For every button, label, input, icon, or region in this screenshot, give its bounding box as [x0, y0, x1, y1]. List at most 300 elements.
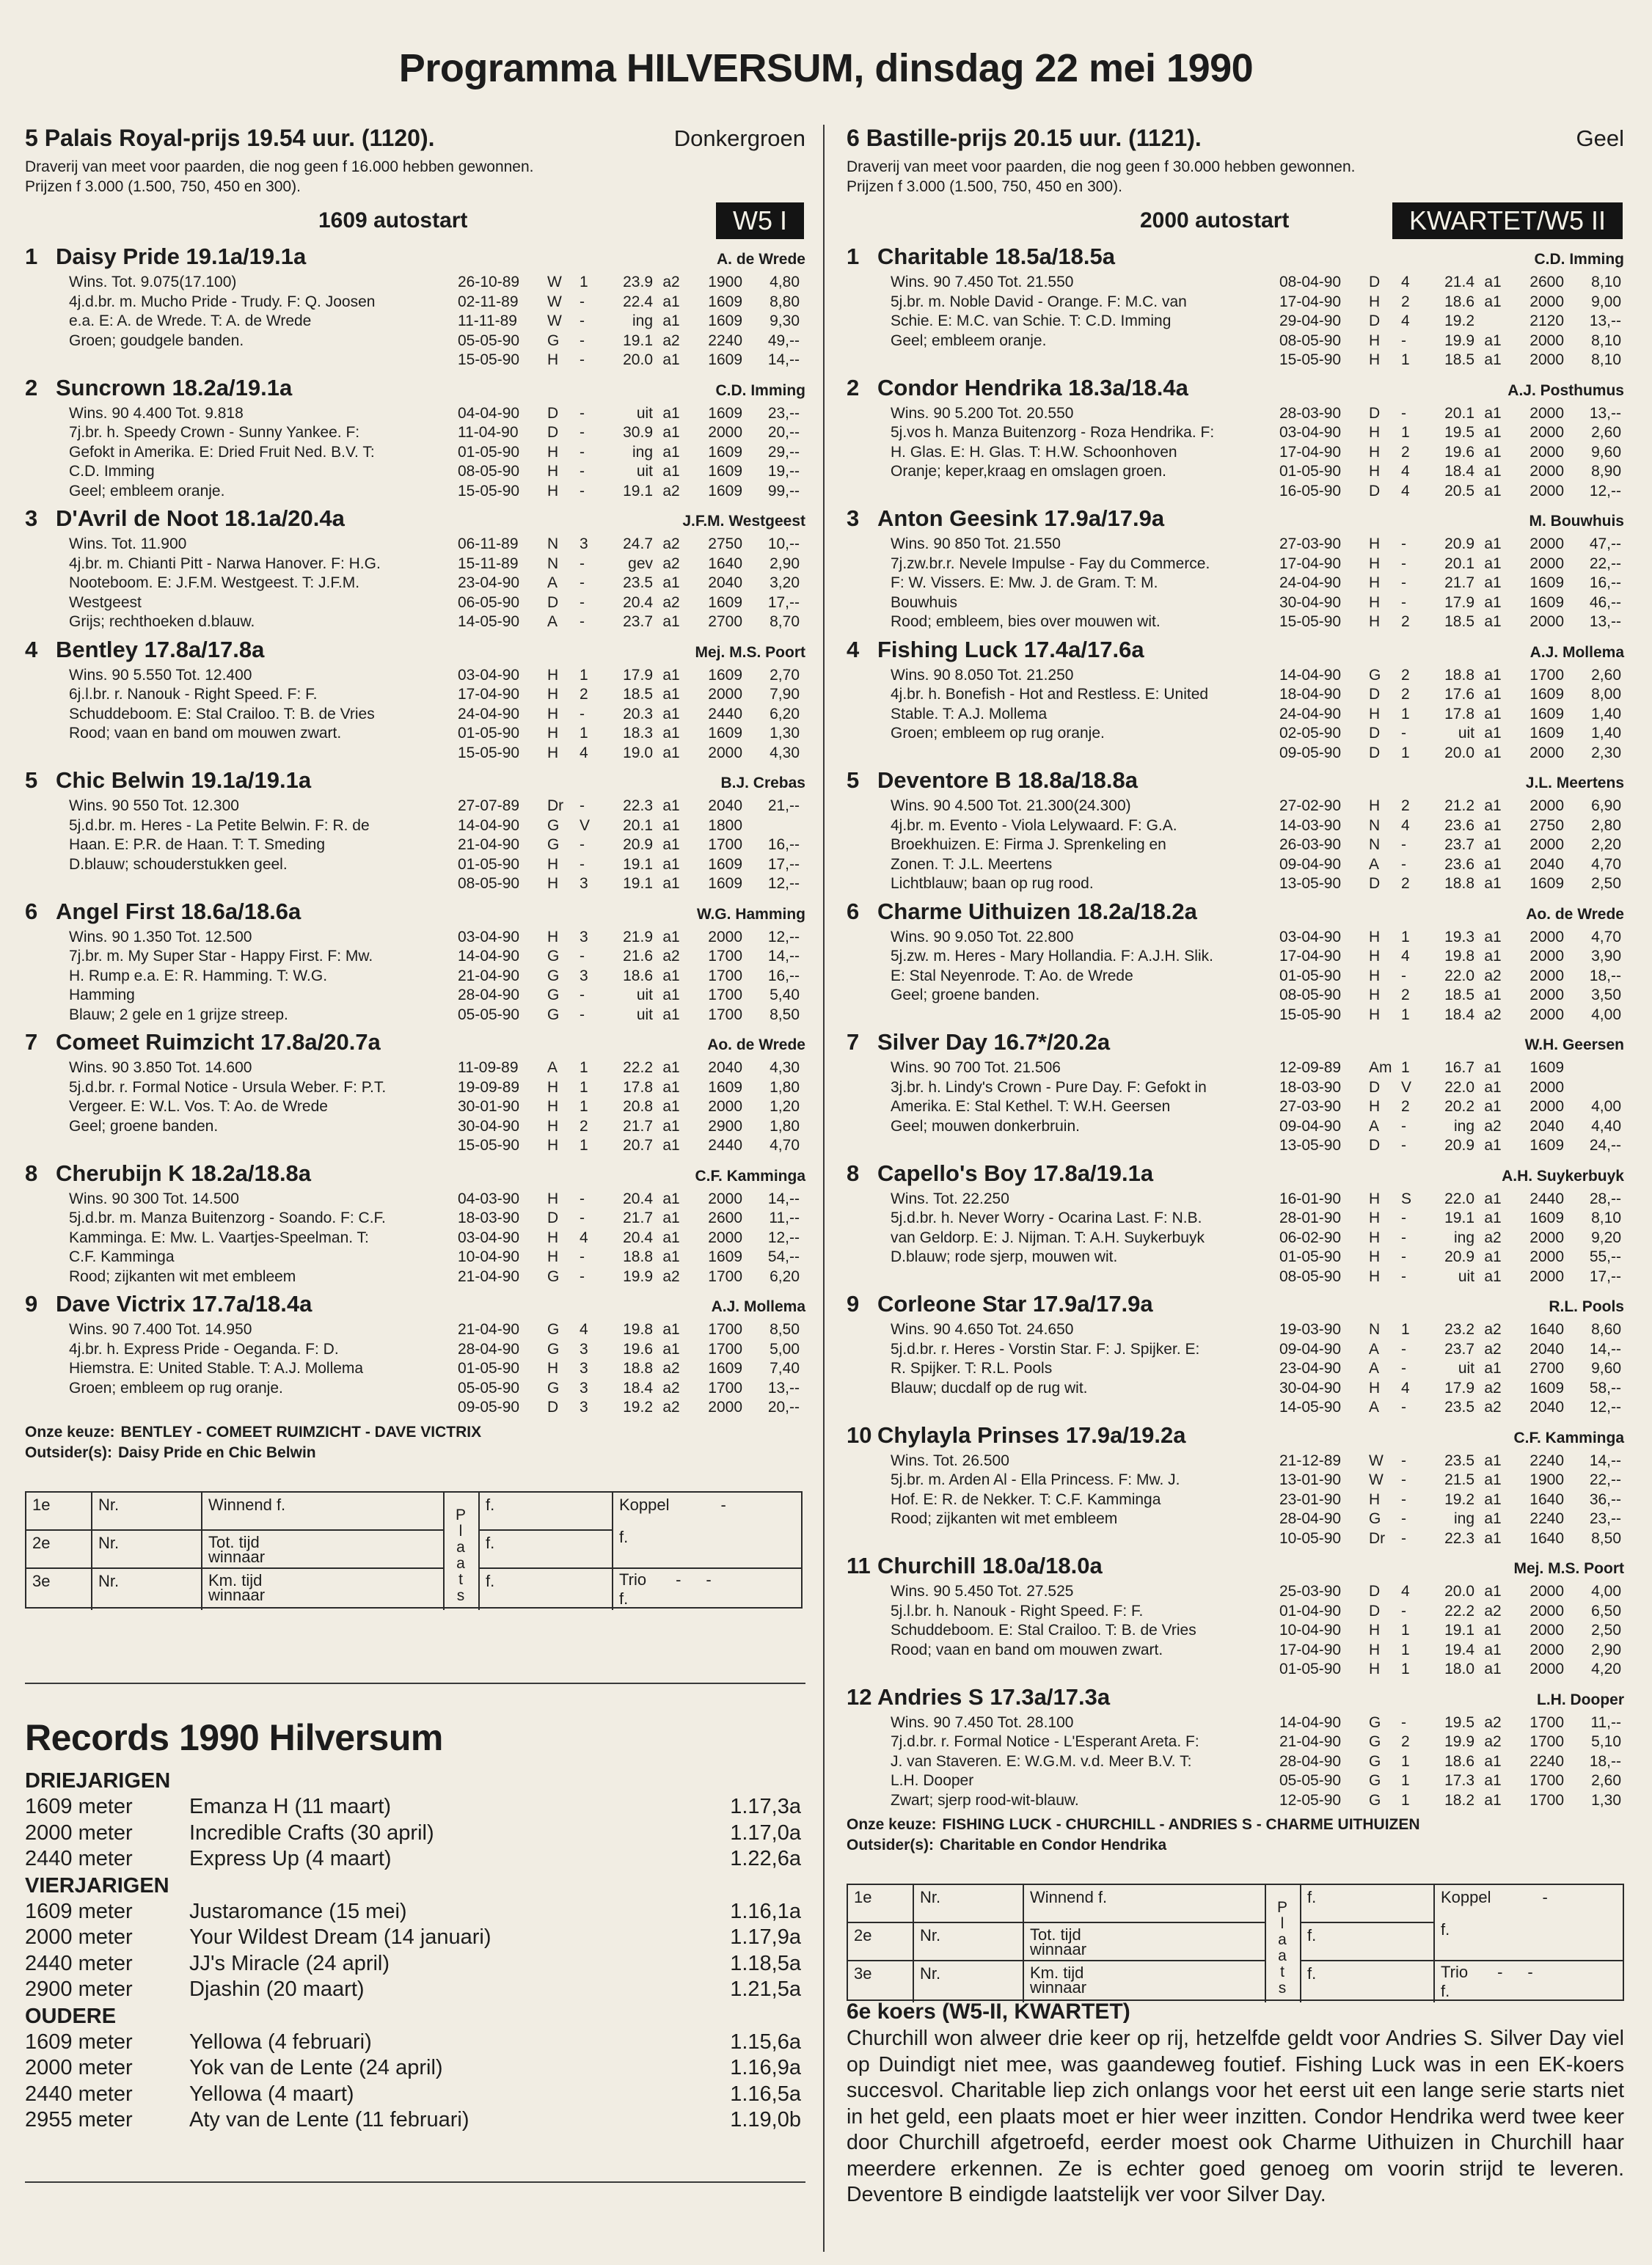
result-date: 06-05-90 — [458, 593, 520, 611]
result-track: H — [547, 482, 559, 500]
result-time: uit — [1458, 1267, 1474, 1285]
horse-info-line: 5j.d.br. m. Heres - La Petite Belwin. F: R. de — [69, 816, 370, 834]
result-place: - — [1401, 1360, 1406, 1377]
result-place: - — [1401, 1452, 1406, 1469]
record-row — [25, 1899, 805, 1925]
horse-info-line: Wins. Tot. 22.250 — [891, 1190, 1009, 1207]
result-odds: 12,-- — [767, 875, 800, 892]
result-distance: 2000 — [1529, 535, 1564, 552]
result-start: a1 — [662, 613, 680, 630]
result-odds: 16,-- — [767, 967, 800, 984]
result-time: 20.7 — [623, 1137, 653, 1154]
result-time: 21.7 — [623, 1210, 653, 1226]
start-type: 2000 autostart — [1140, 208, 1290, 233]
race-color: Donkergroen — [673, 125, 805, 151]
result-distance: 2240 — [708, 332, 742, 349]
result-time: 19.9 — [623, 1267, 653, 1285]
race-header — [25, 125, 805, 157]
result-time: 20.9 — [1444, 535, 1474, 552]
result-date: 09-04-90 — [1279, 1340, 1342, 1358]
horse-body — [847, 404, 1624, 502]
result-odds: 13,-- — [767, 1379, 800, 1397]
result-distance: 1609 — [708, 404, 742, 422]
result-start: a2 — [662, 332, 680, 349]
horse-info — [847, 928, 1279, 1025]
result-track: W — [547, 293, 562, 310]
result-time: 21.2 — [1444, 797, 1474, 814]
result-time: 24.7 — [623, 535, 653, 552]
result-odds: 12,-- — [767, 1229, 800, 1246]
horse-info-line: R. Spijker. T: R.L. Pools — [891, 1360, 1053, 1377]
result-start: a1 — [1484, 987, 1502, 1003]
result-track: N — [1369, 1321, 1381, 1338]
horse-list — [25, 244, 805, 1418]
result-time: 23.5 — [623, 574, 653, 591]
result-time: ing — [1453, 1117, 1474, 1135]
horse-entry — [847, 899, 1624, 1025]
result-row — [1279, 1379, 1624, 1399]
result-odds: 1,40 — [1591, 725, 1621, 742]
record-distance: 1609 meter — [25, 2030, 133, 2054]
result-time: 17.8 — [1444, 705, 1474, 722]
result-place: - — [580, 987, 585, 1003]
result-odds: 20,-- — [767, 424, 800, 441]
result-form-label — [1024, 1961, 1266, 2002]
result-place: 2 — [580, 1117, 588, 1135]
result-distance: 2000 — [708, 1098, 742, 1115]
result-form-place: 2e — [26, 1531, 92, 1569]
result-start: a1 — [1484, 1622, 1502, 1639]
result-time: 23.5 — [1444, 1399, 1474, 1416]
horse-results — [1279, 1582, 1624, 1680]
horse-info-line: Wins. 90 300 Tot. 14.500 — [69, 1190, 239, 1207]
result-odds: 8,10 — [1591, 274, 1621, 290]
result-row — [1279, 535, 1624, 555]
start-line — [847, 200, 1624, 241]
horse-info-line: Zonen. T: J.L. Meertens — [891, 855, 1053, 873]
horse-info-line: Wins. Tot. 9.075(17.100) — [69, 274, 237, 290]
result-date: 17-04-90 — [1279, 293, 1342, 310]
result-distance: 2240 — [1529, 1452, 1564, 1469]
result-time: 18.8 — [1444, 875, 1474, 892]
result-odds: 2,50 — [1591, 875, 1621, 892]
result-start: a2 — [1484, 1379, 1502, 1397]
result-time: 21.6 — [623, 948, 653, 965]
result-date: 08-05-90 — [1279, 987, 1342, 1003]
result-odds: 2,60 — [1591, 1772, 1621, 1789]
horse-name: Deventore B 18.8a/18.8a — [877, 767, 1138, 793]
result-time: 17.8 — [623, 1078, 653, 1096]
result-date: 11-11-89 — [458, 312, 517, 329]
horse-info-line: J. van Staveren. E: W.G.M. v.d. Meer B.V. T: — [891, 1752, 1192, 1770]
horse-entry — [847, 1553, 1624, 1680]
result-row — [458, 1320, 805, 1340]
result-start: a2 — [1484, 1229, 1502, 1246]
result-start: a2 — [1484, 967, 1502, 984]
result-place: 3 — [580, 875, 588, 892]
result-form-place: 2e — [848, 1923, 914, 1961]
result-odds: 4,80 — [770, 274, 800, 290]
horse-number: 8 — [847, 1160, 860, 1186]
result-row — [1279, 1602, 1624, 1622]
result-date: 01-05-90 — [1279, 463, 1342, 480]
result-time: 19.0 — [623, 744, 653, 761]
result-odds: 49,-- — [767, 332, 800, 349]
result-distance: 2040 — [1529, 1340, 1564, 1358]
result-place: - — [1401, 593, 1406, 611]
horse-title — [847, 1291, 1153, 1317]
result-distance: 1609 — [708, 1078, 742, 1096]
horse-results — [1279, 928, 1624, 1025]
result-distance: 2000 — [1529, 424, 1564, 441]
result-track: A — [1369, 1360, 1380, 1377]
result-place: 1 — [1401, 351, 1410, 368]
result-start: a1 — [1484, 1661, 1502, 1677]
horse-info-line: E: Stal Neyenrode. T: Ao. de Wrede — [891, 967, 1133, 984]
result-odds: 9,20 — [1591, 1229, 1621, 1246]
result-place: - — [1401, 1137, 1406, 1154]
result-start: a1 — [1484, 332, 1502, 349]
result-distance: 2000 — [1529, 1661, 1564, 1677]
result-track: H — [547, 1078, 559, 1096]
record-distance: 2000 meter — [25, 1821, 133, 1845]
result-form-amount: f. — [480, 1531, 613, 1569]
horse-trainer: A.J. Posthumus — [1507, 381, 1624, 399]
race-title: 5 Palais Royal-prijs 19.54 uur. (1120). — [25, 125, 435, 151]
result-time: 18.5 — [1444, 351, 1474, 368]
result-date: 05-05-90 — [1279, 1772, 1342, 1789]
horse-results — [1279, 1190, 1624, 1287]
result-start: a1 — [662, 855, 680, 873]
result-time: 18.6 — [1444, 293, 1474, 310]
result-odds: 2,20 — [1591, 836, 1621, 853]
horse-info — [25, 797, 458, 894]
result-distance: 2600 — [708, 1210, 742, 1226]
result-odds — [742, 816, 800, 836]
result-distance: 1609 — [1529, 1137, 1564, 1154]
result-start: a1 — [1484, 1360, 1502, 1377]
result-odds: 2,90 — [770, 555, 800, 572]
result-row — [458, 1229, 805, 1248]
horse-info-line: van Geldorp. E: J. Nijman. T: A.H. Suykerbuyk — [891, 1229, 1205, 1246]
record-holder: Djashin (20 maart) — [189, 1977, 365, 2001]
result-start: a2 — [1484, 1733, 1502, 1750]
result-row — [1279, 351, 1624, 370]
record-holder: JJ's Miracle (24 april) — [189, 1951, 390, 1975]
horse-body — [25, 797, 805, 894]
result-start: a1 — [1484, 875, 1502, 892]
record-row — [25, 1846, 805, 1873]
result-start: a1 — [662, 744, 680, 761]
result-distance: 2000 — [1529, 482, 1564, 500]
result-track: H — [1369, 593, 1381, 611]
horse-results — [1279, 1452, 1624, 1549]
horse-info-line: 5j.br. m. Noble David - Orange. F: M.C. van — [891, 293, 1187, 310]
result-track: H — [1369, 1267, 1381, 1285]
result-time: 23.6 — [1444, 855, 1474, 873]
horse-header — [847, 637, 1624, 666]
result-time: 19.8 — [623, 1321, 653, 1338]
result-distance: 2000 — [1529, 1078, 1564, 1096]
result-form-trio — [1435, 1961, 1624, 2002]
records-category: DRIEJARIGEN — [25, 1769, 171, 1793]
result-track: H — [547, 1360, 559, 1377]
result-distance: 2000 — [1529, 797, 1564, 814]
horse-title — [847, 1160, 1153, 1187]
result-form-label — [202, 1493, 445, 1531]
horse-header — [25, 1160, 805, 1190]
result-start: a1 — [1484, 613, 1502, 630]
result-track: G — [1369, 1733, 1381, 1750]
horse-info-line: 7j.zw.br.r. Nevele Impulse - Fay du Commerce. — [891, 555, 1210, 572]
result-track: H — [1369, 555, 1381, 572]
horse-info-line: Wins. 90 5.550 Tot. 12.400 — [69, 666, 252, 684]
horse-info-line: Wins. 90 550 Tot. 12.300 — [69, 797, 239, 814]
our-choice-label: Onze keuze: — [25, 1423, 115, 1441]
result-form-label — [1024, 1885, 1266, 1923]
result-row — [1279, 1097, 1624, 1117]
result-date: 21-04-90 — [458, 967, 520, 984]
result-track: D — [1369, 875, 1381, 892]
horse-header — [847, 899, 1624, 928]
result-row — [1279, 1398, 1624, 1418]
result-distance: 2000 — [1529, 836, 1564, 853]
horse-name: Bentley 17.8a/17.8a — [56, 636, 265, 662]
result-track: G — [547, 836, 560, 853]
result-distance: 1700 — [1529, 1791, 1564, 1809]
result-distance: 1700 — [708, 1267, 742, 1285]
result-track: G — [547, 987, 560, 1003]
result-place: 3 — [580, 535, 588, 552]
horse-header — [25, 637, 805, 666]
result-form-trio — [613, 1569, 803, 1610]
result-time: 22.2 — [623, 1059, 653, 1076]
result-distance: 2040 — [708, 1059, 742, 1076]
result-start: a1 — [1484, 725, 1502, 742]
result-time: 19.2 — [623, 1399, 653, 1416]
horse-info — [847, 666, 1279, 764]
horse-body — [25, 273, 805, 370]
result-start: a1 — [1484, 574, 1502, 591]
result-track: D — [1369, 1602, 1381, 1620]
result-row — [458, 1398, 805, 1418]
result-track: H — [1369, 293, 1381, 310]
result-track: D — [1369, 1078, 1381, 1096]
result-distance: 1609 — [708, 1248, 742, 1265]
result-place: - — [1401, 1248, 1406, 1265]
outsiders-value: Charitable en Condor Hendrika — [940, 1837, 1167, 1854]
record-holder: Emanza H (11 maart) — [189, 1795, 392, 1818]
result-form-trio-dash: - — [1527, 1963, 1533, 1981]
horse-info-line: 5j.zw. m. Heres - Mary Hollandia. F: A.J.H. Slik. — [891, 948, 1213, 965]
result-start — [1474, 312, 1511, 332]
horse-name: Capello's Boy 17.8a/19.1a — [877, 1160, 1154, 1186]
result-place: 2 — [1401, 613, 1410, 630]
result-row — [1279, 293, 1624, 312]
horse-info-line: L.H. Dooper — [891, 1772, 974, 1789]
result-date: 05-05-90 — [458, 1379, 520, 1397]
result-time: 20.9 — [1444, 1137, 1474, 1154]
result-date: 15-05-90 — [458, 351, 520, 368]
result-form-koppel — [1435, 1885, 1624, 1961]
horse-name: Dave Victrix 17.7a/18.4a — [56, 1291, 313, 1317]
result-place: - — [1401, 1267, 1406, 1285]
result-distance: 1609 — [1529, 1059, 1564, 1076]
result-date: 17-04-90 — [1279, 555, 1342, 572]
horse-header — [847, 1291, 1624, 1320]
result-distance: 2000 — [1529, 1098, 1564, 1115]
horse-info — [25, 404, 458, 502]
horse-trainer: Ao. de Wrede — [707, 1036, 805, 1053]
result-start: a1 — [662, 404, 680, 422]
result-date: 18-03-90 — [458, 1210, 520, 1226]
horse-entry — [25, 505, 805, 632]
result-distance: 1640 — [1529, 1529, 1564, 1547]
result-odds: 1,40 — [1591, 705, 1621, 722]
horse-info-line: Schuddeboom. E: Stal Crailoo. T: B. de Vries — [891, 1622, 1196, 1639]
result-odds: 4,70 — [770, 1137, 800, 1154]
result-date: 05-05-90 — [458, 332, 520, 349]
result-track: A — [1369, 1340, 1380, 1358]
result-start: a1 — [662, 836, 680, 853]
result-start: a1 — [1484, 293, 1502, 310]
horse-results — [458, 404, 805, 502]
record-row — [25, 1977, 805, 2003]
result-time: 18.8 — [623, 1360, 653, 1377]
horse-info-line: 4j.br. h. Bonefish - Hot and Restless. E: United — [891, 686, 1209, 703]
horse-entry — [25, 1291, 805, 1418]
result-time: 18.4 — [1444, 463, 1474, 480]
result-distance: 1609 — [1529, 725, 1564, 742]
horse-number: 4 — [25, 636, 38, 662]
result-odds: 5,00 — [770, 1340, 800, 1358]
result-place: 1 — [580, 1059, 588, 1076]
horse-info-line: Stable. T: A.J. Mollema — [891, 705, 1048, 722]
result-place: V — [580, 816, 591, 834]
result-time: 20.4 — [623, 593, 653, 611]
result-odds: 17,-- — [767, 855, 800, 873]
start-line — [25, 200, 805, 241]
result-row — [1279, 744, 1624, 764]
result-row — [1279, 482, 1624, 502]
result-distance: 2240 — [1529, 1510, 1564, 1527]
result-time: 20.9 — [1444, 1248, 1474, 1265]
result-start: a1 — [1484, 797, 1502, 814]
page-title: Programma HILVERSUM, dinsdag 22 mei 1990 — [398, 46, 1254, 90]
result-place: 2 — [1401, 293, 1410, 310]
result-track: H — [1369, 987, 1381, 1003]
result-row — [1279, 1229, 1624, 1248]
horse-info-line: Rood; vaan en band om mouwen zwart. — [891, 1641, 1163, 1658]
record-row — [25, 1925, 805, 1951]
result-time: 22.3 — [1444, 1529, 1474, 1547]
result-start: a1 — [662, 705, 680, 722]
result-track: H — [1369, 928, 1381, 945]
result-odds: 2,60 — [1591, 666, 1621, 684]
result-form-plaats-letter: t — [1280, 1964, 1284, 1980]
result-date: 21-04-90 — [1279, 1733, 1342, 1750]
result-row — [1279, 1791, 1624, 1811]
result-distance: 1609 — [708, 855, 742, 873]
result-row — [1279, 1660, 1624, 1680]
result-date: 18-04-90 — [1279, 686, 1342, 703]
horse-title — [25, 1029, 381, 1055]
result-row — [1279, 724, 1624, 744]
result-distance: 2700 — [708, 613, 742, 630]
result-form-km_tijd: Km. tijd — [1030, 1964, 1084, 1982]
result-time: 23.5 — [1444, 1452, 1474, 1469]
result-time: 22.0 — [1444, 1078, 1474, 1096]
result-place: - — [580, 593, 585, 611]
result-form-plaats-letter: a — [1278, 1931, 1287, 1948]
horse-info — [25, 535, 458, 632]
horse-info-line: Vergeer. E: W.L. Vos. T: Ao. de Wrede — [69, 1098, 328, 1115]
result-date: 28-01-90 — [1279, 1210, 1342, 1226]
horse-title — [847, 1029, 1110, 1055]
horse-trainer: J.L. Meertens — [1525, 775, 1624, 791]
result-odds: 2,60 — [1591, 424, 1621, 441]
result-odds: 4,00 — [1591, 1583, 1621, 1600]
result-odds: 12,-- — [767, 928, 800, 945]
result-start: a1 — [1484, 1137, 1502, 1154]
result-time: 19.8 — [1444, 948, 1474, 965]
horse-info-line: Hamming — [69, 987, 135, 1003]
horse-info-line: Groen; goudgele banden. — [69, 332, 244, 349]
horse-body — [25, 535, 805, 632]
result-row — [458, 1006, 805, 1025]
result-distance: 1609 — [1529, 686, 1564, 703]
result-date: 30-04-90 — [1279, 1379, 1342, 1397]
result-distance: 1609 — [708, 293, 742, 310]
result-place: 4 — [1401, 1379, 1410, 1397]
result-date: 15-05-90 — [458, 1137, 520, 1154]
result-odds: 55,-- — [1589, 1248, 1621, 1265]
horse-number: 5 — [847, 767, 860, 793]
horse-header — [25, 1029, 805, 1058]
result-place: 1 — [1401, 1059, 1410, 1076]
result-row — [1279, 1340, 1624, 1360]
horse-info-line: Haan. E: P.R. de Haan. T: T. Smeding — [69, 836, 326, 853]
result-place: 4 — [1401, 816, 1410, 834]
result-odds: 8,00 — [1591, 686, 1621, 703]
race-color: Geel — [1576, 125, 1624, 151]
horse-name: Cherubijn K 18.2a/18.8a — [56, 1160, 312, 1186]
result-distance: 2000 — [1529, 1641, 1564, 1658]
result-date: 24-04-90 — [1279, 705, 1342, 722]
horse-info-line: Geel; embleem oranje. — [891, 332, 1047, 349]
result-date: 14-04-90 — [1279, 1713, 1342, 1731]
horse-info-line: Wins. 90 9.050 Tot. 22.800 — [891, 928, 1074, 945]
result-odds: 4,70 — [1591, 928, 1621, 945]
result-odds: 14,-- — [767, 351, 800, 368]
result-time: 22.0 — [1444, 967, 1474, 984]
result-date: 30-01-90 — [458, 1098, 520, 1115]
result-start: a1 — [662, 797, 680, 814]
result-odds: 18,-- — [1589, 967, 1621, 984]
result-row — [1279, 312, 1624, 332]
horse-number: 9 — [847, 1291, 860, 1317]
result-place: 4 — [1401, 312, 1410, 329]
result-time: 20.1 — [1444, 555, 1474, 572]
horse-title — [847, 375, 1188, 401]
result-form-nr: Nr. — [914, 1885, 1024, 1923]
result-form-place: 3e — [26, 1569, 92, 1610]
result-row — [1279, 1621, 1624, 1641]
race-header — [847, 125, 1624, 157]
result-row — [458, 404, 805, 424]
result-row — [458, 1136, 805, 1156]
result-start: a1 — [1484, 482, 1502, 500]
